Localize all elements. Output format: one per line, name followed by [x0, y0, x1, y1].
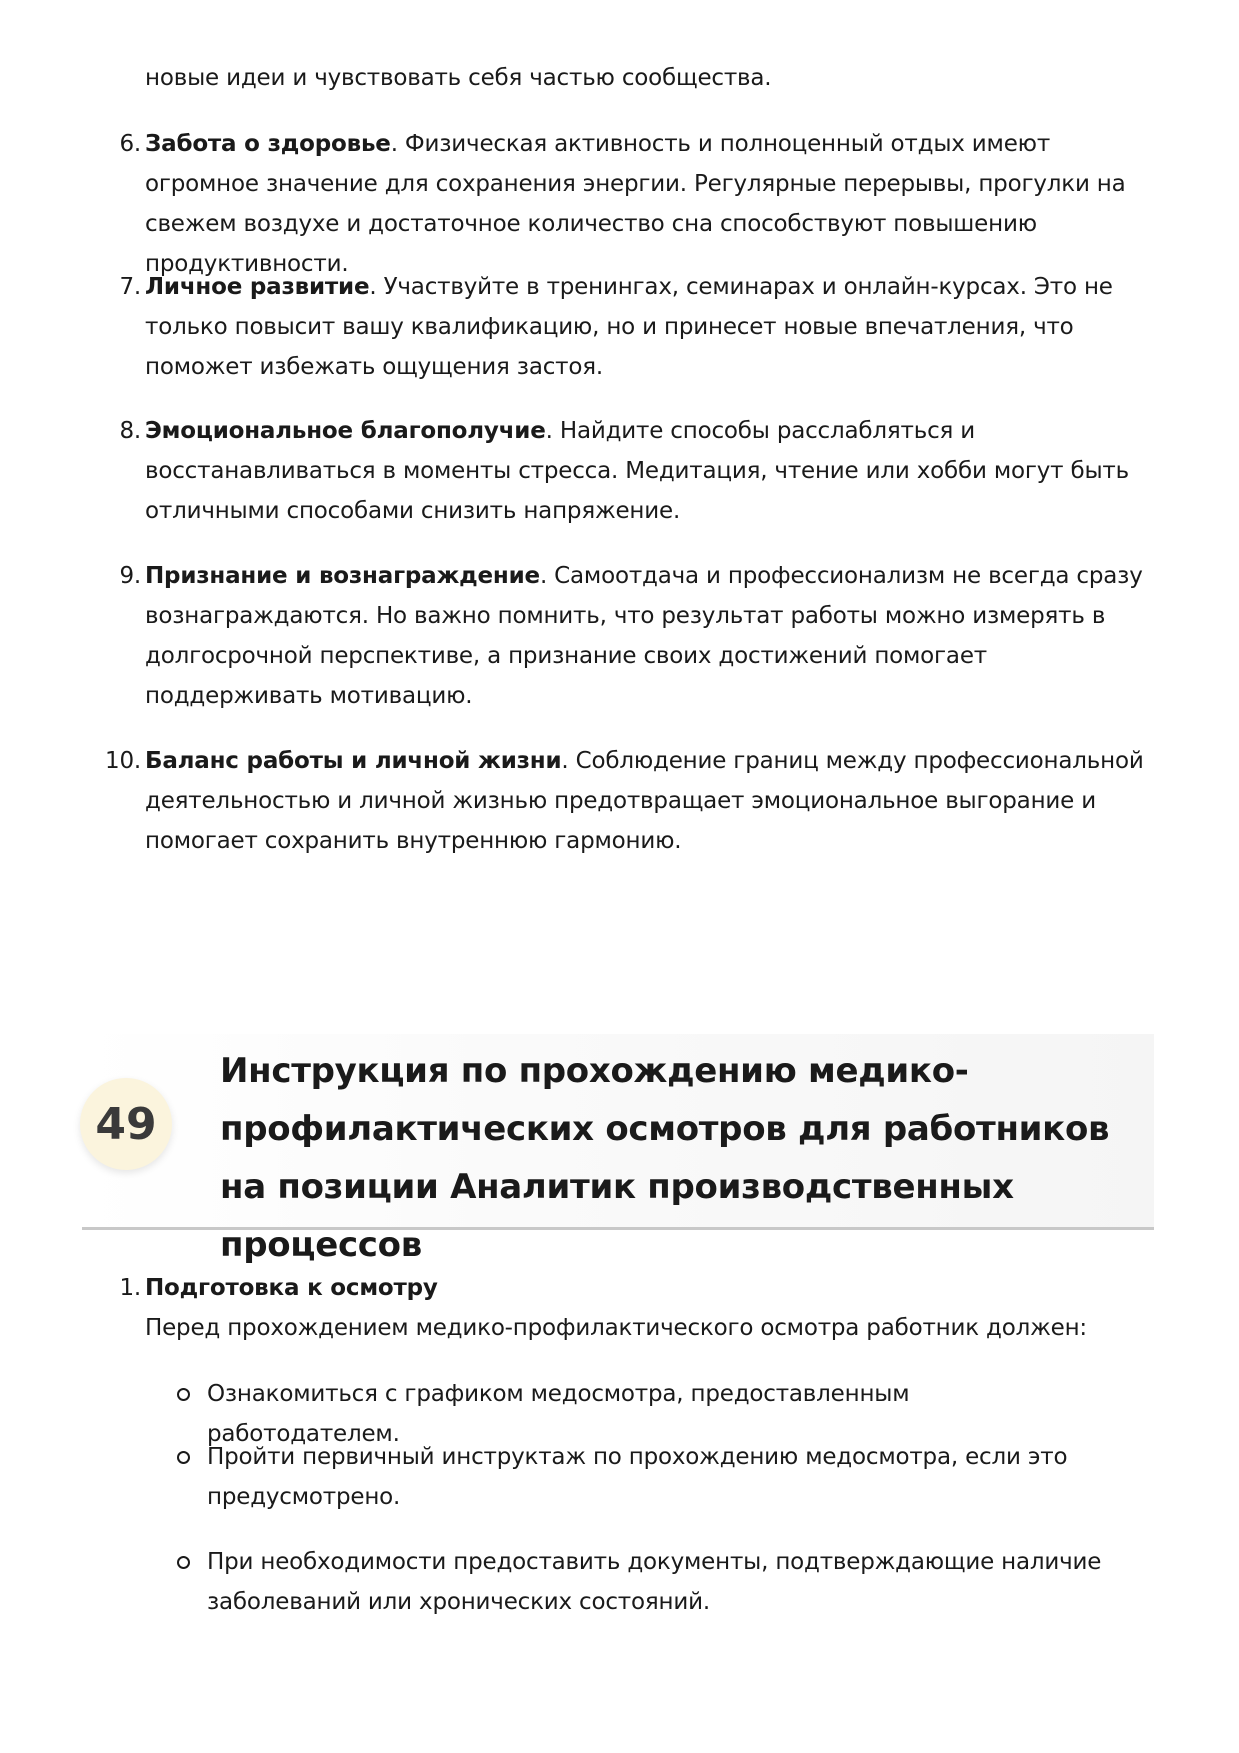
list-item-title: Подготовка к осмотру [145, 1275, 438, 1301]
section-title: Инструкция по прохождению медико-профилактических осмотров для работников на позиции Аналитик производственных процессов [220, 1051, 1110, 1265]
list-item-text: . Физическая активность и полноценный отдых имеют огромное значение для сохранения энергии. Регулярные перерывы, прогулки на свежем воздухе и достаточное количество сна способствуют повышению продуктивности. [145, 131, 1126, 277]
list-item-title: Личное развитие [145, 274, 370, 300]
list-item-1 [119, 1268, 1155, 1348]
sub-list-item-text: Ознакомиться с графиком медосмотра, предоставленным работодателем. [207, 1381, 910, 1447]
list-item-number: 10. [105, 748, 141, 774]
continuation-text: новые идеи и чувствовать себя частью сообщества. [145, 65, 772, 91]
list-item-title: Забота о здоровье [145, 131, 391, 157]
section-header [82, 1034, 1154, 1265]
list-item-number: 9. [119, 563, 141, 589]
list-item-number: 6. [119, 131, 141, 157]
list-item-8 [119, 411, 1155, 531]
list-item-9 [119, 556, 1155, 716]
list-item-title: Эмоциональное благополучие [145, 418, 546, 444]
list-item-title: Баланс работы и личной жизни [145, 748, 562, 774]
section-number-badge: 49 [80, 1078, 172, 1170]
circle-bullet-icon [177, 1388, 190, 1401]
list-item-text: . Соблюдение границ между профессиональной деятельностью и личной жизнью предотвращает эмоциональное выгорание и помогает сохранить внутреннюю гармонию. [145, 748, 1144, 854]
continuation-paragraph [145, 58, 1155, 98]
sub-list-item-2 [207, 1437, 1107, 1517]
list-item-text: . Участвуйте в тренингах, семинарах и онлайн-курсах. Это не только повысит вашу квалификацию, но и принесет новые впечатления, что поможет избежать ощущения застоя. [145, 274, 1113, 380]
list-item-intro: Перед прохождением медико-профилактического осмотра работник должен: [145, 1315, 1087, 1341]
list-item-10 [105, 741, 1155, 861]
circle-bullet-icon [177, 1556, 190, 1569]
sub-list-item-text: При необходимости предоставить документы, подтверждающие наличие заболеваний или хронических состояний. [207, 1549, 1102, 1615]
sub-list-item-3 [207, 1542, 1107, 1622]
list-item-text: . Самоотдача и профессионализм не всегда сразу вознаграждаются. Но важно помнить, что результат работы можно измерять в долгосрочной перспективе, а признание своих достижений помогает поддерживать мотивацию. [145, 563, 1143, 709]
sub-list-item-text: Пройти первичный инструктаж по прохождению медосмотра, если это предусмотрено. [207, 1444, 1068, 1510]
circle-bullet-icon [177, 1451, 190, 1464]
list-item-text: . Найдите способы расслабляться и восстанавливаться в моменты стресса. Медитация, чтение или хобби могут быть отличными способами снизить напряжение. [145, 418, 1129, 524]
list-item-number: 8. [119, 418, 141, 444]
list-item-7 [119, 267, 1155, 387]
list-item-6 [119, 124, 1155, 284]
list-item-number: 1. [119, 1275, 141, 1301]
list-item-title: Признание и вознаграждение [145, 563, 540, 589]
list-item-number: 7. [119, 274, 141, 300]
